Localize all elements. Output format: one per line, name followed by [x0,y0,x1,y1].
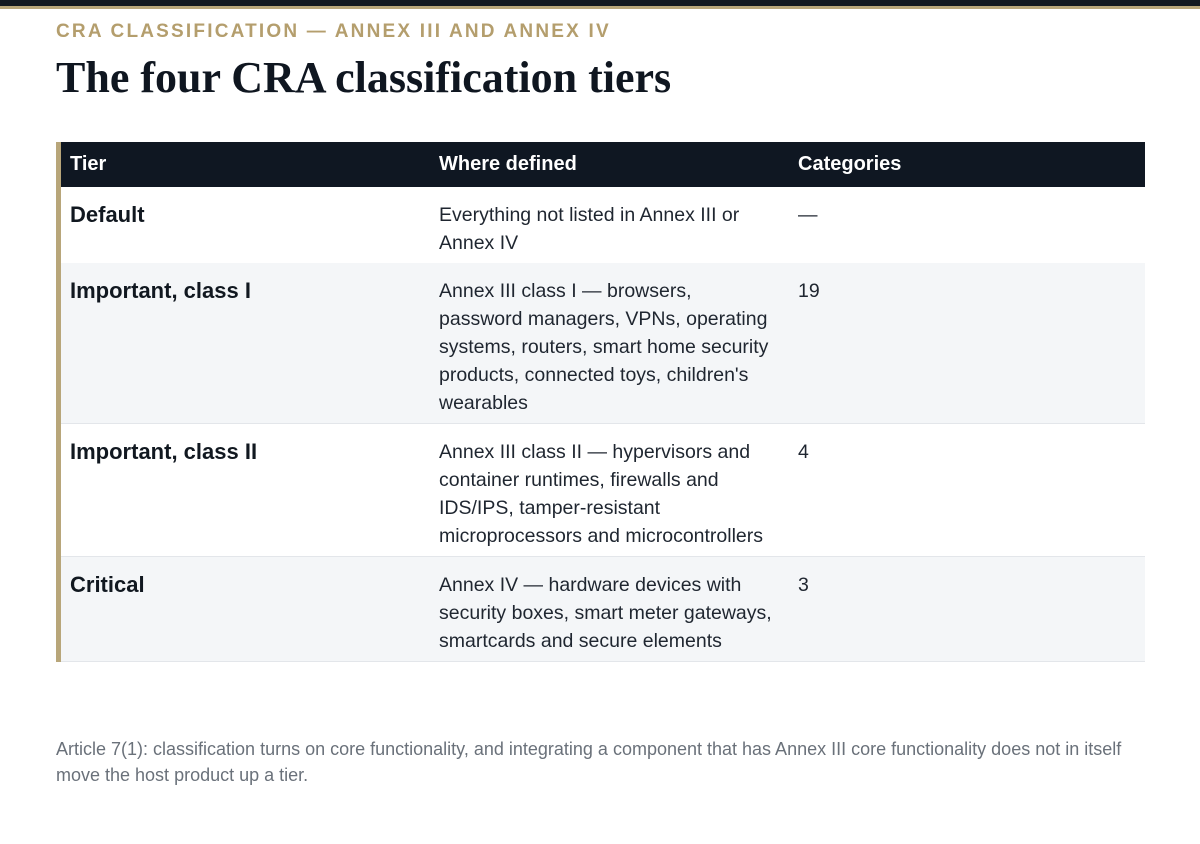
table-header-row [61,142,1145,187]
categories-cell: 19 [798,280,820,302]
table-row [61,263,1145,424]
page-title: The four CRA classification tiers [56,53,672,102]
tier-cell: Default [70,202,145,227]
column-header-where-defined: Where defined [439,153,577,175]
column-header-categories: Categories [798,153,902,175]
eyebrow: CRA CLASSIFICATION — ANNEX III AND ANNEX IV [56,21,611,42]
footnote: Article 7(1): classification turns on core functionality, and integrating a component that has Annex III core functionality does not in itself move the host product up a tier. [56,739,1122,785]
where-defined-cell: Everything not listed in Annex III or Annex IV [439,204,740,254]
column-header-tier: Tier [70,153,107,175]
top-rule-accent [0,6,1200,9]
where-defined-cell: Annex IV — hardware devices with security boxes, smart meter gateways, smartcards and secure elements [439,574,772,652]
tier-cell: Critical [70,572,145,597]
tiers-table [61,142,1145,662]
tier-cell: Important, class II [70,439,258,464]
categories-cell: — [798,204,818,226]
table-header [61,142,1145,187]
categories-cell: 3 [798,574,809,596]
table-row [61,557,1145,662]
table-body [61,187,1145,662]
table-row [61,424,1145,557]
categories-cell: 4 [798,441,809,463]
tiers-table-container [56,142,1145,662]
tier-cell: Important, class I [70,278,251,303]
where-defined-cell: Annex III class I — browsers, password managers, VPNs, operating systems, routers, smart home security products, connected toys, children's wearables [439,280,769,414]
table-row [61,187,1145,263]
where-defined-cell: Annex III class II — hypervisors and container runtimes, firewalls and IDS/IPS, tamper-resistant microprocessors and microcontrollers [439,441,764,547]
